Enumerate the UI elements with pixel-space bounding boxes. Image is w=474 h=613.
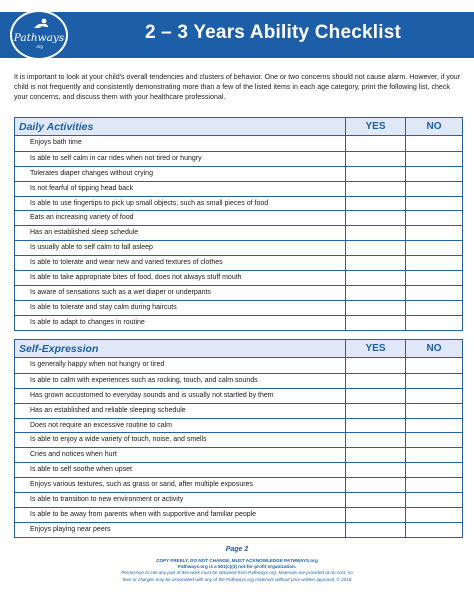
- section-header: [15, 118, 462, 136]
- yes-checkbox-cell[interactable]: [345, 374, 405, 388]
- checklist-item-label: Enjoys playing near peers: [30, 525, 111, 533]
- no-checkbox-cell[interactable]: [405, 358, 462, 373]
- checklist-row: [15, 358, 462, 373]
- page-title: 2 – 3 Years Ability Checklist: [144, 22, 402, 43]
- no-checkbox-cell[interactable]: [405, 448, 462, 462]
- checklist-item-label: Eats an increasing variety of food: [30, 214, 134, 222]
- no-checkbox-cell[interactable]: [405, 271, 462, 285]
- fees-notice: fees or charges may be associated with any of the Pathways.org materials without prior written approval. © 2018: [122, 576, 352, 582]
- yes-checkbox-cell[interactable]: [345, 271, 405, 285]
- checklist-row: [15, 225, 462, 240]
- yes-checkbox-cell[interactable]: [345, 256, 405, 270]
- no-checkbox-cell[interactable]: [405, 136, 462, 151]
- yes-checkbox-cell[interactable]: [345, 136, 405, 151]
- checklist-item-label: Is aware of sensations such as a wet diaper or underpants: [30, 288, 211, 296]
- checklist-item-label: Is able to tolerate and stay calm during haircuts: [30, 303, 177, 311]
- checklist-item-label: Is usually able to self calm to fall asleep: [30, 244, 153, 252]
- checklist-row: [15, 507, 462, 522]
- intro-paragraph: It is important to look at your child's overall tendencies and clusters of behavior. One or two concerns should not cause alarm. However, if your child is not frequently and consistently demonstrating more than a few of the listed items in each age category, print the following list, check your concerns, and discuss them with your healthcare professional.: [14, 73, 461, 101]
- checklist-item-label: Tolerates diaper changes without crying: [30, 169, 153, 177]
- checklist-item-label: Cries and notices when hurt: [30, 451, 117, 459]
- checklist-row: [15, 196, 462, 211]
- no-checkbox-cell[interactable]: [405, 152, 462, 166]
- yes-checkbox-cell[interactable]: [345, 316, 405, 330]
- checklist-item-label: Is able to self soothe when upset: [30, 466, 132, 474]
- yes-checkbox-cell[interactable]: [345, 301, 405, 315]
- header: [0, 10, 474, 60]
- checklist-item-label: Is able to be away from parents when with supportive and familiar people: [30, 510, 257, 518]
- no-checkbox-cell[interactable]: [405, 523, 462, 537]
- no-column-header: NO: [405, 340, 462, 357]
- checklist-row: [15, 447, 462, 462]
- yes-checkbox-cell[interactable]: [345, 167, 405, 181]
- checklist-item-label: Has grown accustomed to everyday sounds and is usually not startled by them: [30, 391, 274, 399]
- yes-checkbox-cell[interactable]: [345, 433, 405, 447]
- no-checkbox-cell[interactable]: [405, 316, 462, 330]
- section-title: Self-Expression: [19, 343, 99, 355]
- logo-text: Pathways: [13, 32, 65, 44]
- no-checkbox-cell[interactable]: [405, 463, 462, 477]
- checklist-item-label: Is able to take appropriate bites of food, does not always stuff mouth: [30, 274, 242, 282]
- checklist-item-label: Enjoys various textures, such as grass or sand, after multiple exposures: [30, 481, 253, 489]
- no-checkbox-cell[interactable]: [405, 197, 462, 211]
- yes-checkbox-cell[interactable]: [345, 211, 405, 225]
- checklist-item-label: Does not require an excessive routine to calm: [30, 421, 173, 429]
- no-checkbox-cell[interactable]: [405, 419, 462, 433]
- checklist-row: [15, 300, 462, 315]
- checklist-rows: [15, 358, 462, 537]
- checklist-row: [15, 477, 462, 492]
- yes-checkbox-cell[interactable]: [345, 286, 405, 300]
- checklist-row: [15, 373, 462, 388]
- checklist-row: [15, 432, 462, 447]
- yes-checkbox-cell[interactable]: [345, 358, 405, 373]
- checklist-row: [15, 210, 462, 225]
- yes-checkbox-cell[interactable]: [345, 523, 405, 537]
- copyright-notice: COPY FREELY, DO NOT CHANGE, MUST ACKNOWLEDGE PATHWAYS.org: [156, 558, 318, 563]
- pathways-logo[interactable]: [10, 10, 68, 60]
- no-checkbox-cell[interactable]: [405, 167, 462, 181]
- checklist-item-label: Is able to transition to new environment or activity: [30, 496, 184, 504]
- section-header: [15, 340, 462, 358]
- yes-checkbox-cell[interactable]: [345, 241, 405, 255]
- checklist-row: [15, 166, 462, 181]
- no-checkbox-cell[interactable]: [405, 301, 462, 315]
- checklist-row: [15, 285, 462, 300]
- checklist-row: [15, 181, 462, 196]
- checklist-row: [15, 403, 462, 418]
- self-expression-section: [14, 339, 463, 538]
- no-checkbox-cell[interactable]: [405, 211, 462, 225]
- checklist-item-label: Is able to calm with experiences such as rocking, touch, and calm sounds: [30, 376, 258, 384]
- checklist-item-label: Has an established sleep schedule: [30, 229, 139, 237]
- page-number: Page 2: [225, 546, 249, 553]
- no-column-header: NO: [405, 118, 462, 135]
- no-checkbox-cell[interactable]: [405, 374, 462, 388]
- checklist-item-label: Is able to tolerate and wear new and varied textures of clothes: [30, 259, 223, 267]
- checklist-item-label: Is not fearful of tipping head back: [30, 184, 134, 192]
- yes-checkbox-cell[interactable]: [345, 478, 405, 492]
- checklist-row: [15, 136, 462, 151]
- footer: [0, 546, 474, 583]
- permission-notice: Permission to cite any part of this work must be obtained from Pathways.org. Materials are provided at no cost; no: [121, 570, 353, 576]
- yes-checkbox-cell[interactable]: [345, 419, 405, 433]
- no-checkbox-cell[interactable]: [405, 286, 462, 300]
- checklist-row: [15, 151, 462, 166]
- checklist-item-label: Has an established and reliable sleeping schedule: [30, 406, 186, 414]
- checklist-row: [15, 492, 462, 507]
- yes-checkbox-cell[interactable]: [345, 197, 405, 211]
- no-checkbox-cell[interactable]: [405, 389, 462, 403]
- checklist-row: [15, 418, 462, 433]
- yes-checkbox-cell[interactable]: [345, 463, 405, 477]
- section-title: Daily Activities: [19, 121, 94, 133]
- yes-checkbox-cell[interactable]: [345, 448, 405, 462]
- yes-column-header: YES: [345, 118, 405, 135]
- checklist-item-label: Is generally happy when not hungry or tired: [30, 361, 165, 368]
- no-checkbox-cell[interactable]: [405, 241, 462, 255]
- no-checkbox-cell[interactable]: [405, 493, 462, 507]
- yes-checkbox-cell[interactable]: [345, 508, 405, 522]
- yes-checkbox-cell[interactable]: [345, 389, 405, 403]
- checklist-item-label: Is able to enjoy a wide variety of touch, noise, and smells: [30, 436, 207, 444]
- no-checkbox-cell[interactable]: [405, 256, 462, 270]
- no-checkbox-cell[interactable]: [405, 182, 462, 196]
- checklist-item-label: Is able to self calm in car rides when not tired or hungry: [30, 154, 202, 162]
- checklist-row: [15, 462, 462, 477]
- checklist-rows: [15, 136, 462, 330]
- yes-checkbox-cell[interactable]: [345, 404, 405, 418]
- checklist-row: [15, 255, 462, 270]
- no-checkbox-cell[interactable]: [405, 433, 462, 447]
- checklist-item-label: Enjoys bath time: [30, 139, 82, 146]
- checklist-row: [15, 240, 462, 255]
- baby-figure-icon: [32, 18, 50, 30]
- yes-checkbox-cell[interactable]: [345, 152, 405, 166]
- yes-checkbox-cell[interactable]: [345, 182, 405, 196]
- checklist-row: [15, 388, 462, 403]
- checklist-row: [15, 315, 462, 330]
- daily-activities-section: [14, 117, 463, 331]
- checklist-item-label: Is able to adapt to changes in routine: [30, 318, 145, 326]
- logo-subtext: .org: [35, 44, 43, 49]
- checklist-row: [15, 522, 462, 537]
- no-checkbox-cell[interactable]: [405, 508, 462, 522]
- no-checkbox-cell[interactable]: [405, 478, 462, 492]
- yes-checkbox-cell[interactable]: [345, 493, 405, 507]
- no-checkbox-cell[interactable]: [405, 226, 462, 240]
- yes-column-header: YES: [345, 340, 405, 357]
- checklist-row: [15, 270, 462, 285]
- checklist-item-label: Is able to use fingertips to pick up small objects, such as small pieces of food: [30, 199, 269, 207]
- yes-checkbox-cell[interactable]: [345, 226, 405, 240]
- org-statement: Pathways.org is a 501(c)(3) not-for-profit organization.: [177, 564, 297, 570]
- no-checkbox-cell[interactable]: [405, 404, 462, 418]
